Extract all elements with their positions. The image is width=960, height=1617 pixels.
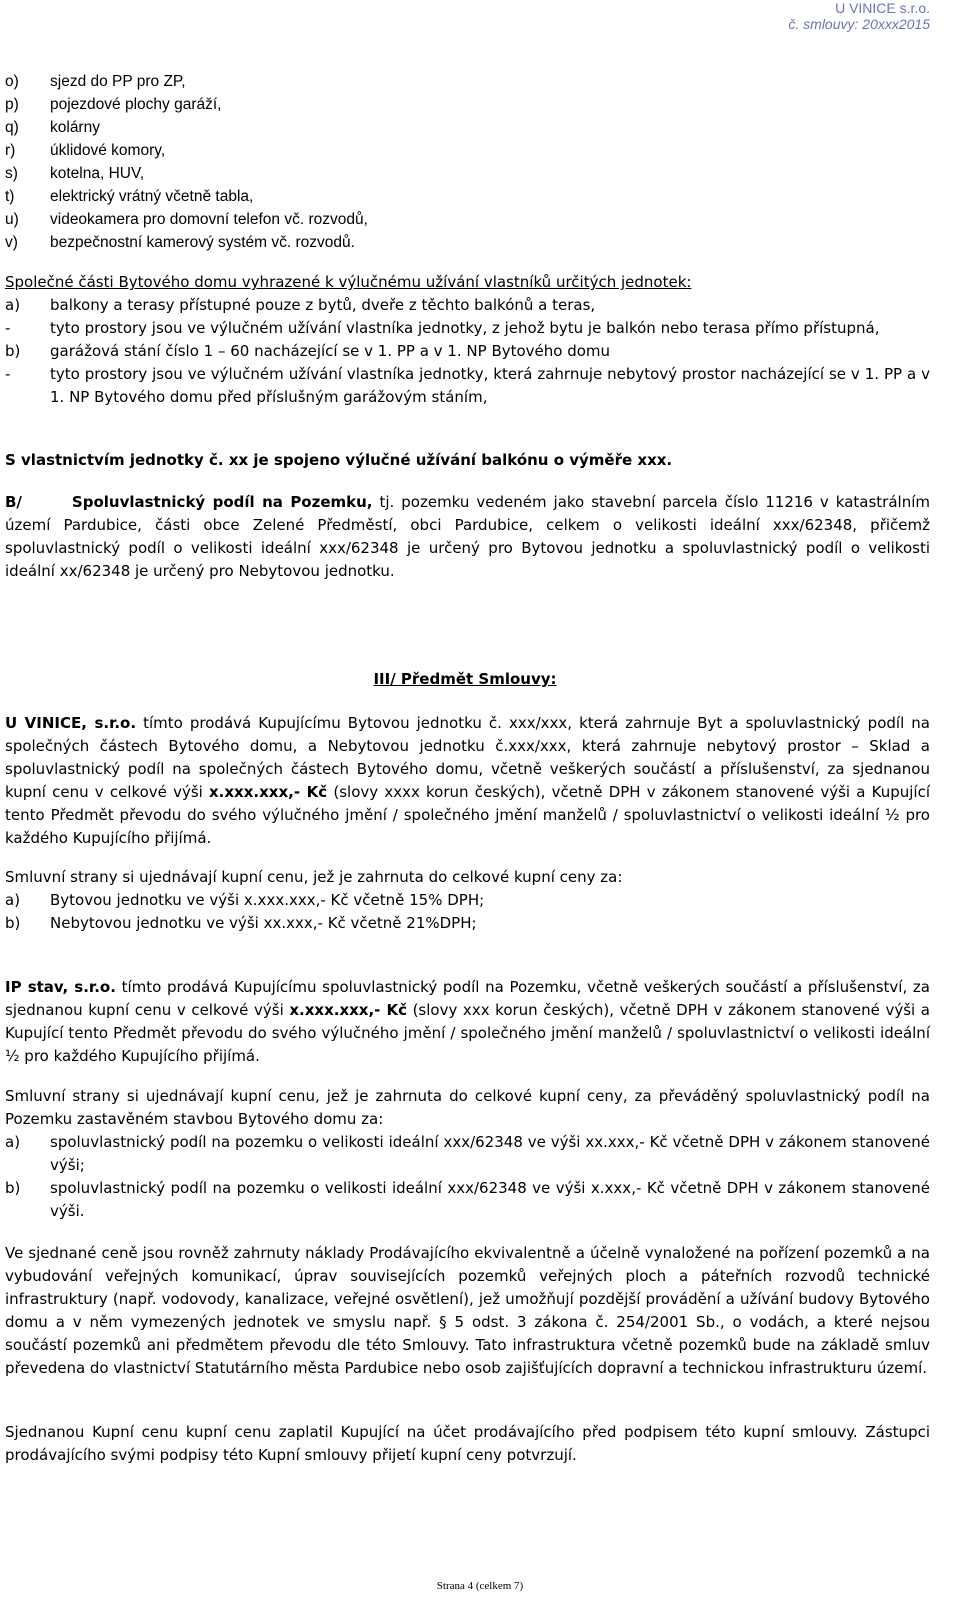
sale-paragraph-seller-1: U VINICE, s.r.o. tímto prodává Kupujícímu Bytovou jednotku č. xxx/xxx, která zahrnuje Byt a spoluvlastnický podíl na společných částech Bytového domu, a Nebytovou jednotku č.xxx/xxx, která zahrnuje nebytový prostor – Sklad a spoluvlastnický podíl na společných částech Bytového domu, včetně veškerých součástí a příslušenství, za sjednanou kupní cenu v celkové výši x.xxx.xxx,- Kč (slovy xxxx korun českých), včetně DPH v zákonem stanovené výši a Kupující tento Předmět převodu do svého výlučného jmění / společného jmění manželů / spoluvlastnictví o velikosti ideální ½ pro každého Kupujícího přijímá. [5, 714, 930, 847]
list-item: o) sjezd do PP pro ZP, [5, 73, 186, 90]
list-item: r) úklidové komory, [5, 142, 166, 159]
sale-paragraph-seller-2: IP stav, s.r.o. tímto prodává Kupujícímu spoluvlastnický podíl na Pozemku, včetně veškerých součástí a příslušenství, za sjednanou kupní cenu v celkové výši x.xxx.xxx,- Kč (slovy xxx korun českých), včetně DPH v zákonem stanovené výši a Kupující tento Předmět převodu do svého výlučného jmění / společného jmění manželů / spoluvlastnictví o velikosti ideální ½ pro každého Kupujícího přijímá. [5, 978, 930, 1065]
list-item: - tyto prostory jsou ve výlučném užívání vlastníka jednotky, z jehož bytu je balkón nebo terasa přímo přístupná, [5, 319, 880, 337]
page-header [788, 0, 930, 32]
infrastructure-paragraph: Ve sjednané ceně jsou rovněž zahrnuty náklady Prodávajícího ekvivalentně a účelně vynaložené na pořízení pozemků a na vybudování veřejných komunikací, úprav souvisejících pozemků veřejných ploch a páteřních rozvodů technické infrastruktury (např. vodovody, kanalizace, veřejné osvětlení), jež umožňují pozdější provádění a užívání budovy Bytového domu a v něm vymezených jednotek ve smyslu např. § 5 odst. 3 zákona č. 254/2001 Sb., o vodách, a které nejsou součástí pozemků ani předmětem převodu dle této Smlouvy. Tato infrastruktura včetně pozemků bude na základě smluv převedena do vlastnictví Statutárního města Pardubice nebo osob zajišťujících dopravní a technickou infrastrukturu území. [5, 1244, 930, 1377]
list-item: a) balkony a terasy přístupné pouze z bytů, dveře z těchto balkónů a teras, [5, 296, 596, 314]
section-b-text: tj. pozemku vedeném jako stavební parcela číslo 11216 v katastrálním území Pardubice, části obce Zelené Předměstí, obci Pardubice, celkem o velikosti ideální xxx/62348, přičemž spoluvlastnický podíl o velikosti ideální xxx/62348 je určený pro Bytovou jednotku a spoluvlastnický podíl o velikosti ideální xx/62348 je určený pro Nebytovou jednotku. [5, 493, 930, 580]
payment-paragraph: Sjednanou Kupní cenu kupní cenu zaplatil Kupující na účet prodávajícího před podpisem této kupní smlouvy. Zástupci prodávajícího svými podpisy této Kupní smlouvy přijetí kupní ceny potvrzují. [5, 1423, 930, 1464]
list-item: b) Nebytovou jednotku ve výši xx.xxx,- Kč včetně 21%DPH; [5, 914, 477, 932]
list-item: s) kotelna, HUV, [5, 165, 145, 182]
list-item: a) spoluvlastnický podíl na pozemku o velikosti ideální xxx/62348 ve výši xx.xxx,- Kč včetně DPH v zákonem stanovené výši; [5, 1133, 930, 1174]
section-iii-heading-wrap [0, 668, 930, 691]
list-item: u) videokamera pro domovní telefon vč. rozvodů, [5, 211, 368, 228]
list-item: v) bezpečnostní kamerový systém vč. rozvodů. [5, 234, 355, 251]
list-item: b) spoluvlastnický podíl na pozemku o velikosti ideální xxx/62348 ve výši x.xxx,- Kč včetně DPH v zákonem stanovené výši. [5, 1179, 930, 1220]
section-b-title: Spoluvlastnický podíl na Pozemku, [71, 493, 373, 511]
section-iii-heading: III/ Předmět Smlouvy: [373, 670, 557, 688]
list-item: a) Bytovou jednotku ve výši x.xxx.xxx,- Kč včetně 15% DPH; [5, 891, 485, 909]
land-price: x.xxx.xxx,- Kč [289, 1001, 407, 1019]
list-item: t) elektrický vrátný včetně tabla, [5, 188, 254, 205]
balcony-usage-line: S vlastnictvím jednotky č. xx je spojeno výlučné užívání balkónu o výměře xxx. [5, 451, 673, 469]
seller-name: U VINICE, s.r.o. [5, 714, 137, 732]
page-number: Strana 4 (celkem 7) [436, 1580, 524, 1592]
list-item: b) garážová stání číslo 1 – 60 nacházející se v 1. PP a v 1. NP Bytového domu [5, 342, 611, 360]
header-company: U VINICE s.r.o. [835, 0, 930, 16]
price-split-paragraph: Smluvní strany si ujednávají kupní cenu, jež je zahrnuta do celkové kupní ceny za: a) Bytovou jednotku ve výši x.xxx.xxx,- Kč včetně 15% DPH; b) Nebytovou jednotku ve výši xx.xxx,- Kč včetně 21%DPH; [5, 866, 930, 935]
seller-name: IP stav, s.r.o. [5, 978, 116, 996]
section-b-label: B/ [5, 493, 22, 511]
total-price: x.xxx.xxx,- Kč [209, 783, 328, 801]
list-item: p) pojezdové plochy garáží, [5, 96, 222, 113]
section-b [5, 491, 930, 583]
header-contract-number: č. smlouvy: 20xxx2015 [788, 16, 930, 32]
list-item: - tyto prostory jsou ve výlučném užívání vlastníka jednotky, která zahrnuje nebytový prostor nacházející se v 1. PP a v 1. NP Bytového domu před příslušným garážovým stáním, [5, 365, 930, 406]
common-parts-section [5, 271, 930, 409]
common-parts-heading: Společné části Bytového domu vyhrazené k výlučnému užívání vlastníků určitých jednotek: [5, 273, 692, 291]
land-price-paragraph: Smluvní strany si ujednávají kupní cenu, jež je zahrnuta do celkové kupní ceny, za převáděný spoluvlastnický podíl na Pozemku zastavěném stavbou Bytového domu za: a) spoluvlastnický podíl na pozemku o velikosti ideální xxx/62348 ve výši xx.xxx,- Kč včetně DPH v zákonem stanovené výši; b) spoluvlastnický podíl na pozemku o velikosti ideální xxx/62348 ve výši x.xxx,- Kč včetně DPH v zákonem stanovené výši. [5, 1085, 930, 1223]
facilities-list [5, 70, 930, 254]
list-item: q) kolárny [5, 119, 100, 136]
